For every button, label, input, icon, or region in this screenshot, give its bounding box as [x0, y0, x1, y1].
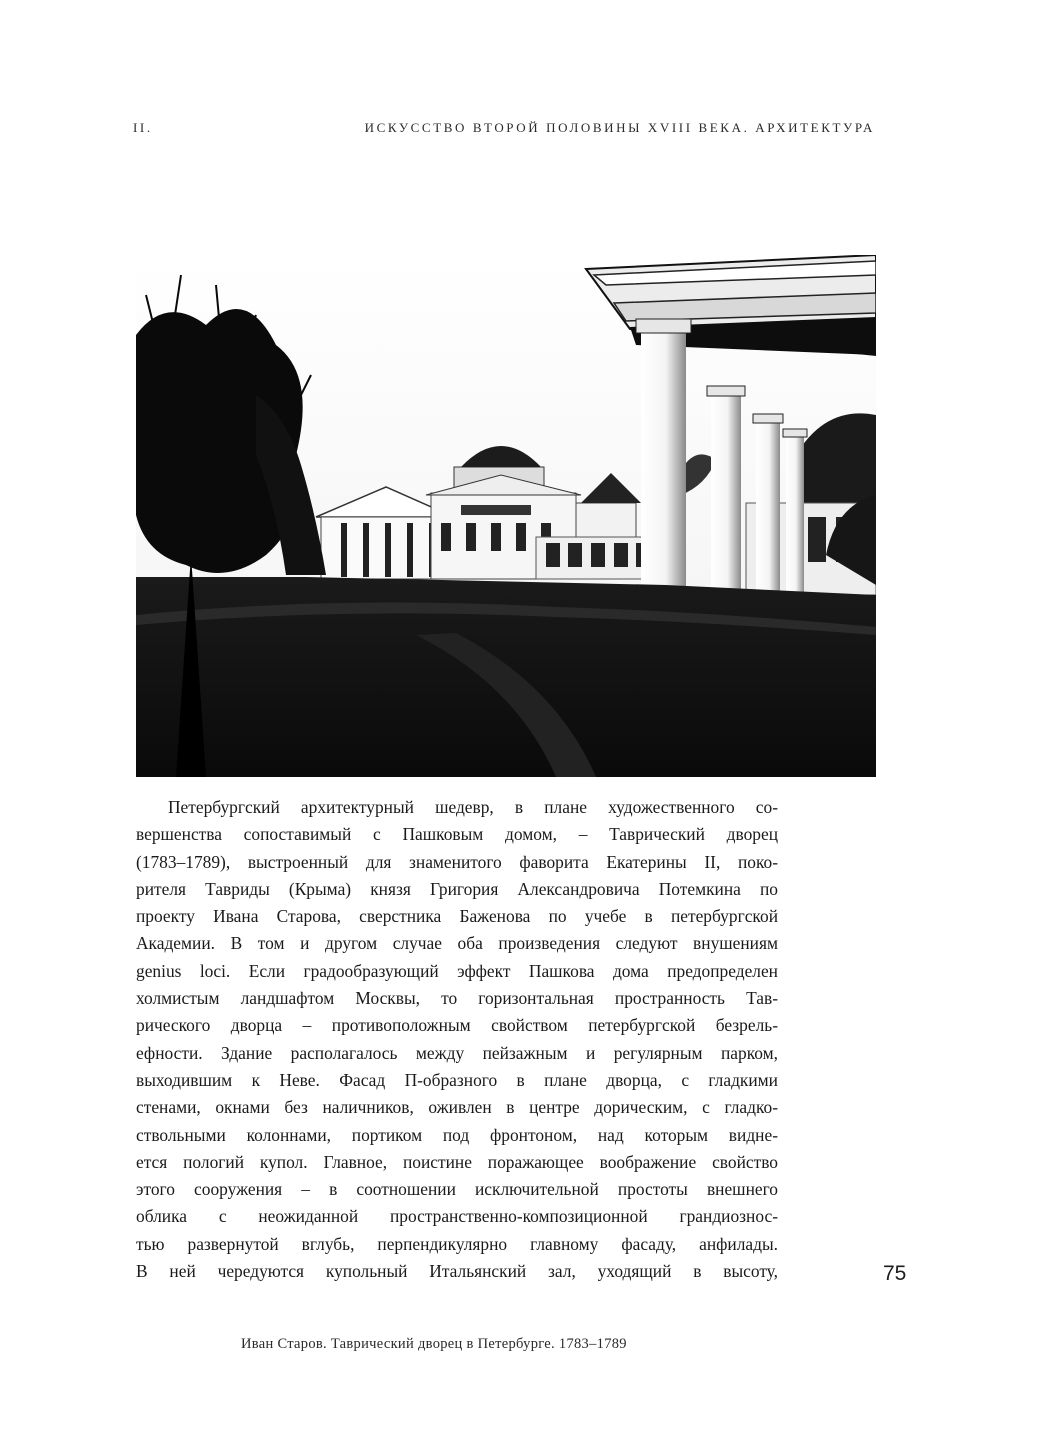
- body-line: рического дворца – противоположным свойством петербургской безрель-: [136, 1015, 778, 1036]
- body-line: genius loci. Если градообразующий эффект Пашкова дома предопределен: [136, 960, 778, 981]
- palace-illustration: [136, 255, 876, 777]
- figure-caption: Иван Старов. Таврический дворец в Петербурге. 1783–1789: [241, 1336, 627, 1352]
- body-line: рителя Тавриды (Крыма) князя Григория Александровича Потемкина по: [136, 878, 778, 899]
- running-head: [133, 120, 875, 140]
- page-number: 75: [883, 1262, 907, 1285]
- body-line: Петербургский архитектурный шедевр, в плане художественного со-: [168, 797, 778, 817]
- running-head-title: ИСКУССТВО ВТОРОЙ ПОЛОВИНЫ XVIII ВЕКА. АРХИТЕКТУРА: [364, 120, 875, 135]
- body-line: ется пологий купол. Главное, поистине поражающее воображение свойство: [136, 1151, 778, 1172]
- body-line: (1783–1789), выстроенный для знаменитого фаворита Екатерины II, поко-: [136, 851, 778, 872]
- body-line: ефности. Здание располагалось между пейзажным и регулярным парком,: [136, 1042, 778, 1063]
- body-line: В ней чередуются купольный Итальянский зал, уходящий в высоту,: [136, 1261, 778, 1282]
- body-line: вершенства сопоставимый с Пашковым домом, – Таврический дворец: [136, 824, 778, 845]
- body-line: облика с неожиданной пространственно-композиционной грандиознос-: [136, 1206, 778, 1227]
- body-line: ствольными колоннами, портиком под фронтоном, над которым видне-: [136, 1124, 778, 1145]
- body-line: Академии. В том и другом случае оба произведения следуют внушениям: [136, 933, 778, 954]
- body-line: холмистым ландшафтом Москвы, то горизонтальная пространность Тав-: [136, 988, 778, 1009]
- body-line: тью развернутой вглубь, перпендикулярно главному фасаду, анфилады.: [136, 1233, 778, 1254]
- body-line: этого сооружения – в соотношении исключительной простоты внешнего: [136, 1179, 778, 1200]
- body-line: стенами, окнами без наличников, оживлен в центре дорическим, с гладко-: [136, 1097, 778, 1118]
- body-line: проекту Ивана Старова, сверстника Баженова по учебе в петербургской: [136, 906, 778, 927]
- body-line: выходившим к Неве. Фасад П-образного в плане дворца, с гладкими: [136, 1069, 778, 1090]
- chapter-number: II.: [133, 120, 153, 135]
- palace-photo: [136, 255, 876, 777]
- article-body: [136, 794, 778, 1285]
